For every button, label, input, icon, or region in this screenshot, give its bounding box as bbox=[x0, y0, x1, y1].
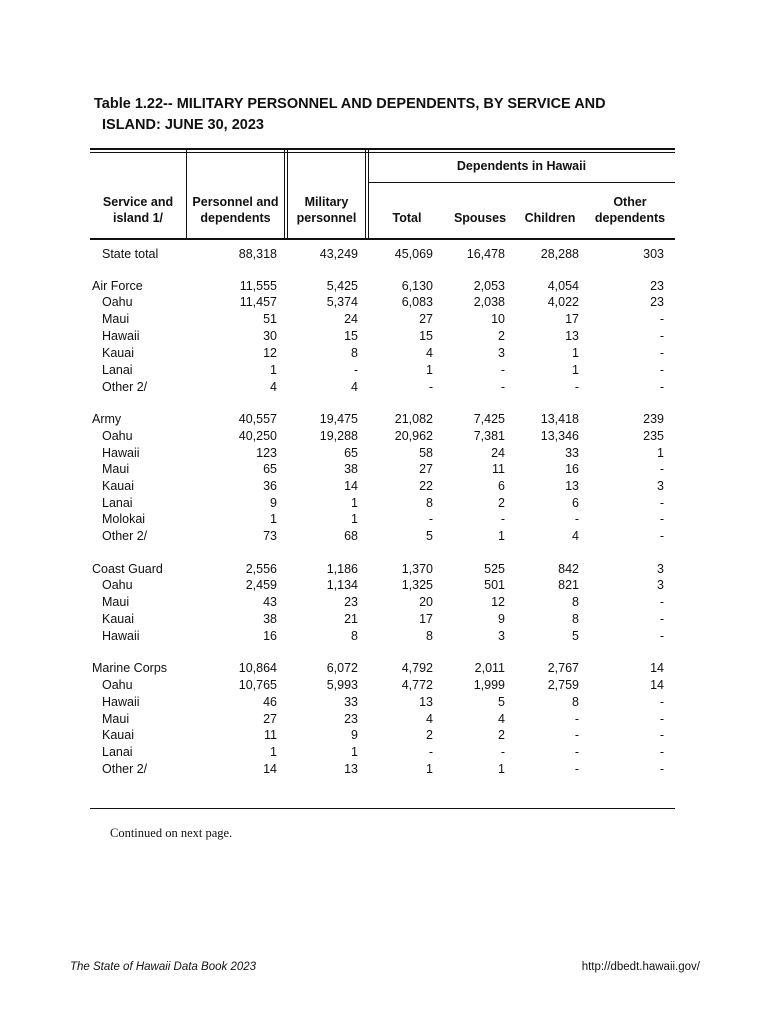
group-header-rule bbox=[368, 182, 675, 183]
table-cell: 8 bbox=[351, 346, 358, 360]
table-cell: 8 bbox=[572, 612, 579, 626]
table-cell: 3 bbox=[657, 479, 664, 493]
table-cell: 9 bbox=[351, 728, 358, 742]
table-cell: 1 bbox=[270, 512, 277, 526]
table-cell: 239 bbox=[643, 412, 664, 426]
table-cell: 16,478 bbox=[466, 247, 505, 261]
table-cell: 9 bbox=[498, 612, 505, 626]
header-line: personnel bbox=[296, 211, 357, 225]
table-cell: 4 bbox=[498, 712, 505, 726]
table-cell: 51 bbox=[263, 312, 277, 326]
table-cell: - bbox=[574, 728, 579, 742]
table-cell: 4,772 bbox=[401, 678, 433, 692]
table-cell: 5 bbox=[426, 529, 433, 543]
table-cell: 7,381 bbox=[473, 429, 505, 443]
column-divider bbox=[284, 148, 285, 240]
table-cell: 43,249 bbox=[319, 247, 358, 261]
footer-url: http://dbedt.hawaii.gov/ bbox=[581, 961, 700, 973]
table-cell: 65 bbox=[344, 446, 358, 460]
table-cell: 17 bbox=[419, 612, 433, 626]
table-cell: 13 bbox=[565, 479, 579, 493]
header-line: Personnel and bbox=[192, 195, 279, 209]
table-cell: 1 bbox=[270, 745, 277, 759]
table-cell: 10 bbox=[491, 312, 505, 326]
table-cell: 525 bbox=[484, 562, 505, 576]
table-cell: 5,425 bbox=[326, 279, 358, 293]
table-cell: - bbox=[659, 346, 664, 360]
table-cell: 2,053 bbox=[473, 279, 505, 293]
service-island-header bbox=[90, 194, 186, 226]
row-label: Lanai bbox=[102, 496, 133, 510]
table-cell: 3 bbox=[657, 562, 664, 576]
table-cell: 5 bbox=[498, 695, 505, 709]
table-cell: - bbox=[428, 512, 433, 526]
data-table bbox=[90, 148, 675, 810]
table-cell: 4 bbox=[572, 529, 579, 543]
header-line: dependents bbox=[200, 211, 271, 225]
table-cell: 8 bbox=[426, 629, 433, 643]
personnel-dependents-header bbox=[187, 194, 284, 226]
row-label: State total bbox=[102, 247, 159, 261]
row-label: Kauai bbox=[102, 728, 134, 742]
table-cell: - bbox=[574, 512, 579, 526]
table-cell: 821 bbox=[558, 578, 579, 592]
row-label: Oahu bbox=[102, 295, 133, 309]
table-cell: 23 bbox=[344, 595, 358, 609]
table-cell: 2,556 bbox=[245, 562, 277, 576]
table-cell: - bbox=[428, 745, 433, 759]
table-cell: 23 bbox=[650, 279, 664, 293]
table-cell: 6,130 bbox=[401, 279, 433, 293]
table-cell: - bbox=[659, 695, 664, 709]
table-cell: - bbox=[500, 380, 505, 394]
table-cell: 1 bbox=[351, 496, 358, 510]
table-cell: 1 bbox=[270, 363, 277, 377]
table-cell: 13,346 bbox=[540, 429, 579, 443]
table-cell: - bbox=[659, 512, 664, 526]
table-cell: 2,011 bbox=[474, 661, 505, 675]
table-cell: - bbox=[659, 312, 664, 326]
table-cell: 24 bbox=[344, 312, 358, 326]
table-cell: 1,370 bbox=[401, 562, 433, 576]
row-label: Maui bbox=[102, 462, 130, 476]
table-cell: 28,288 bbox=[540, 247, 579, 261]
table-cell: 38 bbox=[263, 612, 277, 626]
table-cell: 6,072 bbox=[326, 661, 358, 675]
table-cell: 14 bbox=[650, 678, 664, 692]
table-cell: 30 bbox=[263, 329, 277, 343]
header-line: island 1/ bbox=[112, 211, 164, 225]
children-header: Children bbox=[524, 211, 576, 225]
table-cell: - bbox=[428, 380, 433, 394]
table-cell: 23 bbox=[344, 712, 358, 726]
table-cell: 2,767 bbox=[547, 661, 579, 675]
table-cell: 4,054 bbox=[547, 279, 579, 293]
header-line: dependents bbox=[594, 211, 666, 225]
table-cell: 43 bbox=[263, 595, 277, 609]
table-cell: 6,083 bbox=[401, 295, 433, 309]
table-cell: 58 bbox=[419, 446, 433, 460]
table-cell: 1 bbox=[498, 529, 505, 543]
row-label: Army bbox=[92, 412, 122, 426]
table-cell: - bbox=[500, 512, 505, 526]
row-label: Molokai bbox=[102, 512, 146, 526]
table-cell: - bbox=[574, 762, 579, 776]
table-cell: 73 bbox=[263, 529, 277, 543]
row-label: Oahu bbox=[102, 678, 133, 692]
table-title bbox=[94, 94, 694, 136]
table-cell: 14 bbox=[650, 661, 664, 675]
table-cell: 38 bbox=[344, 462, 358, 476]
table-cell: 8 bbox=[572, 595, 579, 609]
table-cell: 8 bbox=[426, 496, 433, 510]
table-cell: 4,792 bbox=[401, 661, 433, 675]
table-cell: 2,038 bbox=[473, 295, 505, 309]
table-cell: 8 bbox=[572, 695, 579, 709]
table-cell: 21 bbox=[344, 612, 358, 626]
table-cell: 123 bbox=[256, 446, 277, 460]
table-cell: 2,759 bbox=[547, 678, 579, 692]
table-cell: - bbox=[353, 363, 358, 377]
row-label: Maui bbox=[102, 712, 130, 726]
table-cell: 20,962 bbox=[394, 429, 433, 443]
table-cell: 6 bbox=[572, 496, 579, 510]
table-cell: 14 bbox=[344, 479, 358, 493]
row-label: Lanai bbox=[102, 363, 133, 377]
table-cell: 1,999 bbox=[473, 678, 505, 692]
table-cell: 40,250 bbox=[238, 429, 277, 443]
table-cell: 13 bbox=[419, 695, 433, 709]
table-cell: 17 bbox=[565, 312, 579, 326]
table-cell: 13,418 bbox=[540, 412, 579, 426]
footer-source: The State of Hawaii Data Book 2023 bbox=[70, 961, 257, 973]
table-cell: - bbox=[574, 712, 579, 726]
table-cell: 27 bbox=[419, 312, 433, 326]
header-rule bbox=[90, 238, 675, 240]
table-cell: 21,082 bbox=[394, 412, 433, 426]
table-cell: 22 bbox=[419, 479, 433, 493]
bottom-rule bbox=[90, 808, 675, 809]
spouses-header: Spouses bbox=[453, 211, 507, 225]
table-cell: 12 bbox=[491, 595, 505, 609]
row-label: Kauai bbox=[102, 346, 134, 360]
table-cell: 2 bbox=[498, 329, 505, 343]
row-label: Hawaii bbox=[102, 446, 140, 460]
table-cell: - bbox=[659, 762, 664, 776]
table-cell: - bbox=[659, 363, 664, 377]
table-cell: 36 bbox=[263, 479, 277, 493]
table-cell: 5 bbox=[572, 629, 579, 643]
table-cell: 10,864 bbox=[238, 661, 277, 675]
table-cell: 8 bbox=[351, 629, 358, 643]
table-cell: 33 bbox=[565, 446, 579, 460]
table-cell: 842 bbox=[558, 562, 579, 576]
table-cell: 16 bbox=[565, 462, 579, 476]
table-cell: 4 bbox=[270, 380, 277, 394]
table-cell: - bbox=[659, 496, 664, 510]
table-cell: 1 bbox=[426, 363, 433, 377]
title-line-1: Table 1.22-- MILITARY PERSONNEL AND DEPENDENTS, BY SERVICE AND bbox=[94, 96, 606, 112]
table-cell: 15 bbox=[344, 329, 358, 343]
row-label: Hawaii bbox=[102, 629, 140, 643]
table-cell: 15 bbox=[419, 329, 433, 343]
table-cell: 27 bbox=[419, 462, 433, 476]
row-label: Hawaii bbox=[102, 695, 140, 709]
top-rule bbox=[90, 148, 675, 150]
table-cell: 2 bbox=[498, 728, 505, 742]
table-cell: 23 bbox=[650, 295, 664, 309]
header-line: Service and bbox=[102, 195, 174, 209]
table-cell: 2 bbox=[498, 496, 505, 510]
column-divider bbox=[365, 148, 366, 240]
table-cell: 14 bbox=[263, 762, 277, 776]
table-cell: 20 bbox=[419, 595, 433, 609]
row-label: Hawaii bbox=[102, 329, 140, 343]
table-cell: 19,475 bbox=[319, 412, 358, 426]
table-cell: 1,325 bbox=[401, 578, 433, 592]
table-cell: 1 bbox=[351, 512, 358, 526]
table-cell: - bbox=[659, 380, 664, 394]
table-cell: 3 bbox=[498, 629, 505, 643]
table-cell: - bbox=[659, 595, 664, 609]
table-cell: 19,288 bbox=[319, 429, 358, 443]
table-cell: - bbox=[574, 380, 579, 394]
table-cell: 4 bbox=[426, 346, 433, 360]
row-label: Other 2/ bbox=[102, 762, 148, 776]
row-label: Maui bbox=[102, 312, 130, 326]
row-label: Other 2/ bbox=[102, 529, 148, 543]
table-cell: - bbox=[500, 745, 505, 759]
table-cell: 501 bbox=[484, 578, 505, 592]
table-cell: - bbox=[659, 728, 664, 742]
table-cell: 1 bbox=[657, 446, 664, 460]
table-cell: 1 bbox=[572, 363, 579, 377]
table-cell: 40,557 bbox=[238, 412, 277, 426]
table-cell: - bbox=[659, 745, 664, 759]
table-cell: 5,374 bbox=[326, 295, 358, 309]
table-cell: 65 bbox=[263, 462, 277, 476]
row-label: Coast Guard bbox=[92, 562, 163, 576]
table-cell: 2,459 bbox=[245, 578, 277, 592]
table-cell: 9 bbox=[270, 496, 277, 510]
table-cell: 10,765 bbox=[238, 678, 277, 692]
title-line-2: ISLAND: JUNE 30, 2023 bbox=[102, 117, 264, 133]
table-cell: 4 bbox=[426, 712, 433, 726]
table-cell: - bbox=[659, 462, 664, 476]
table-cell: 24 bbox=[491, 446, 505, 460]
row-label: Maui bbox=[102, 595, 130, 609]
table-cell: 2 bbox=[426, 728, 433, 742]
table-cell: 11,555 bbox=[239, 279, 277, 293]
table-cell: 11 bbox=[264, 728, 277, 742]
continued-note: Continued on next page. bbox=[110, 826, 233, 840]
table-cell: 1 bbox=[498, 762, 505, 776]
table-cell: 6 bbox=[498, 479, 505, 493]
table-cell: 7,425 bbox=[473, 412, 505, 426]
table-cell: 1,186 bbox=[326, 562, 358, 576]
table-cell: 1 bbox=[426, 762, 433, 776]
table-cell: 27 bbox=[263, 712, 277, 726]
row-label: Kauai bbox=[102, 479, 134, 493]
header-line: Military bbox=[304, 195, 349, 209]
top-rule-inner bbox=[90, 152, 675, 153]
table-cell: 3 bbox=[498, 346, 505, 360]
table-cell: - bbox=[659, 529, 664, 543]
table-cell: 13 bbox=[565, 329, 579, 343]
table-cell: 1 bbox=[351, 745, 358, 759]
table-cell: - bbox=[500, 363, 505, 377]
total-header: Total bbox=[392, 211, 422, 225]
row-label: Air Force bbox=[92, 279, 143, 293]
table-cell: 4,022 bbox=[547, 295, 579, 309]
table-cell: 3 bbox=[657, 578, 664, 592]
table-cell: - bbox=[659, 629, 664, 643]
table-cell: 16 bbox=[263, 629, 277, 643]
table-cell: 68 bbox=[344, 529, 358, 543]
table-cell: 46 bbox=[263, 695, 277, 709]
table-cell: 11 bbox=[492, 462, 505, 476]
table-cell: 303 bbox=[643, 247, 664, 261]
table-cell: - bbox=[659, 329, 664, 343]
other-dependents-header bbox=[585, 194, 675, 226]
header-line: Other bbox=[613, 195, 647, 209]
table-cell: - bbox=[659, 612, 664, 626]
row-label: Other 2/ bbox=[102, 380, 148, 394]
table-cell: 1,134 bbox=[326, 578, 358, 592]
military-personnel-header bbox=[288, 194, 365, 226]
table-cell: 33 bbox=[344, 695, 358, 709]
row-label: Lanai bbox=[102, 745, 133, 759]
table-cell: 12 bbox=[263, 346, 277, 360]
row-label: Marine Corps bbox=[92, 661, 168, 675]
table-cell: - bbox=[659, 712, 664, 726]
table-cell: 11,457 bbox=[239, 295, 277, 309]
row-label: Kauai bbox=[102, 612, 134, 626]
table-cell: 5,993 bbox=[326, 678, 358, 692]
dependents-group-header: Dependents in Hawaii bbox=[456, 159, 587, 173]
table-cell: 235 bbox=[643, 429, 664, 443]
row-label: Oahu bbox=[102, 429, 133, 443]
table-cell: 45,069 bbox=[394, 247, 433, 261]
table-cell: 13 bbox=[344, 762, 358, 776]
table-cell: - bbox=[574, 745, 579, 759]
table-cell: 4 bbox=[351, 380, 358, 394]
row-label: Oahu bbox=[102, 578, 133, 592]
table-cell: 1 bbox=[572, 346, 579, 360]
table-cell: 88,318 bbox=[238, 247, 277, 261]
